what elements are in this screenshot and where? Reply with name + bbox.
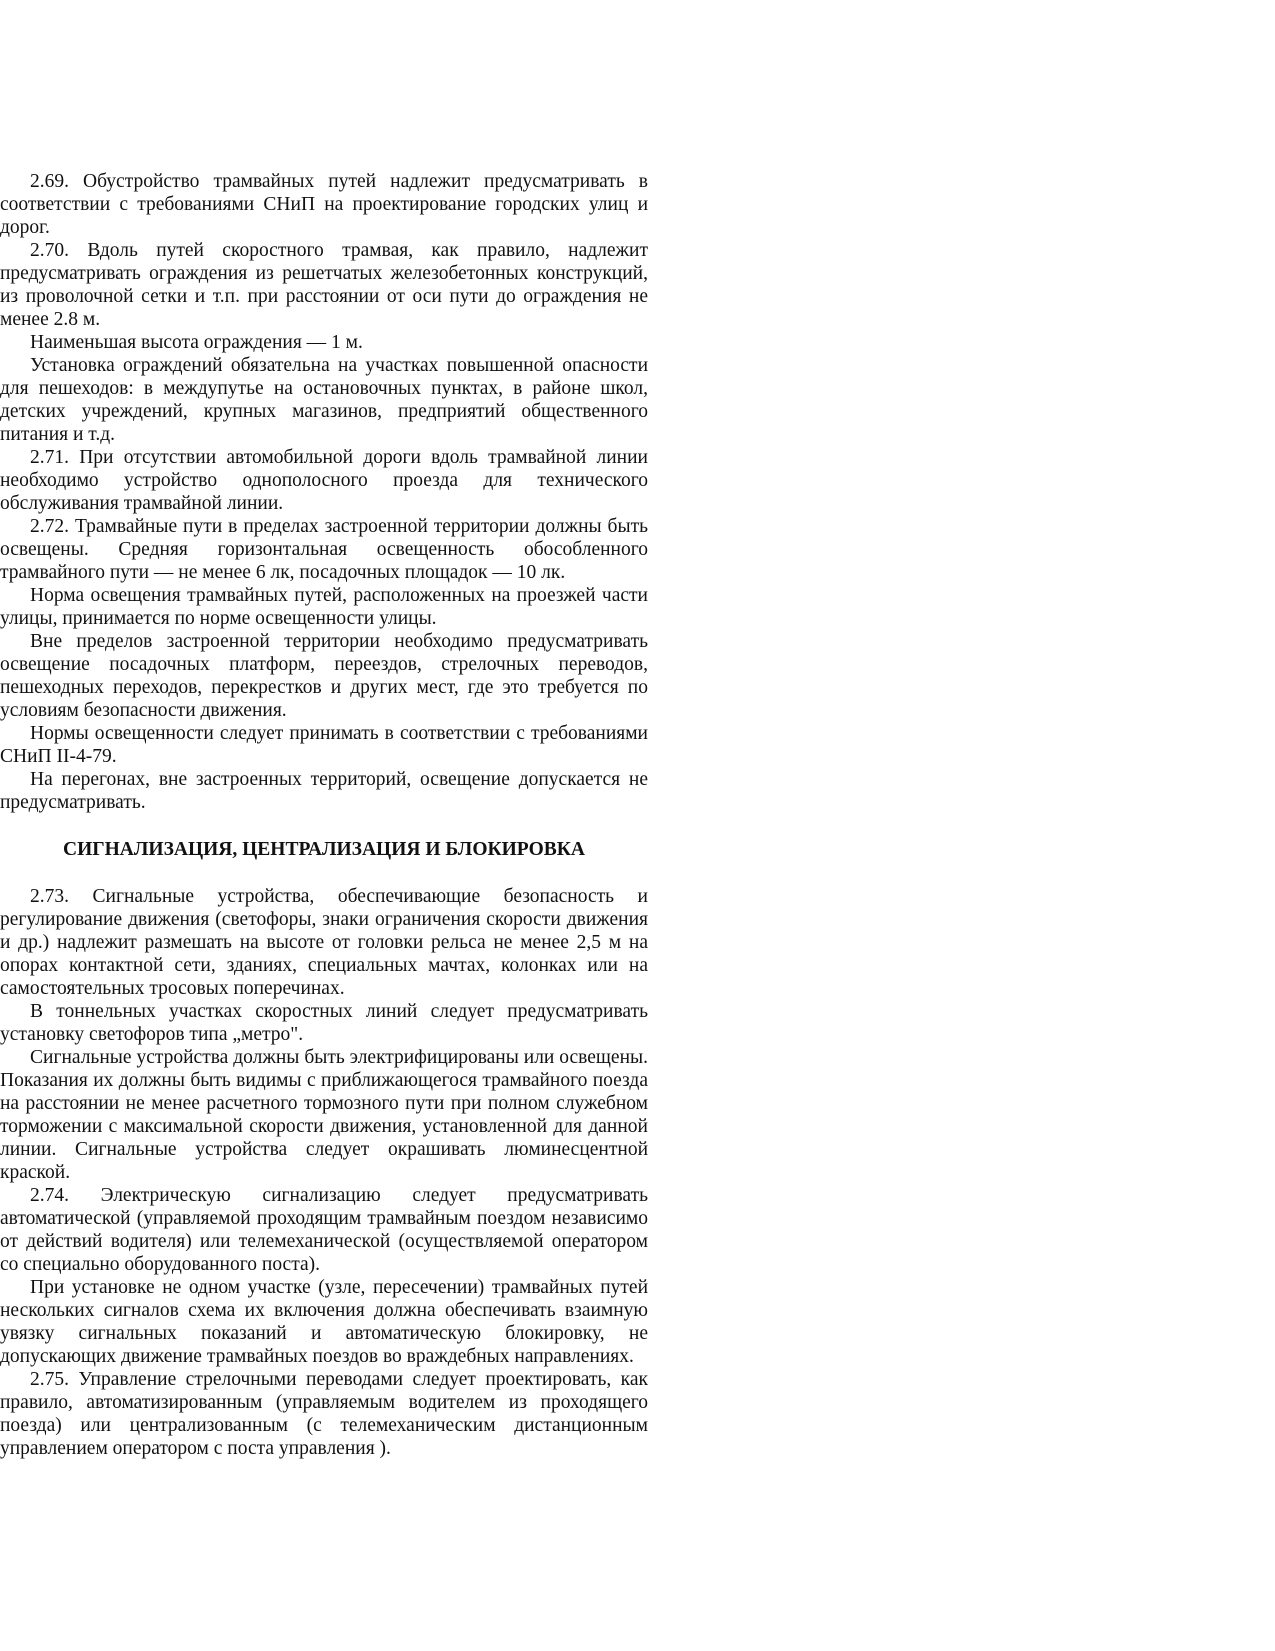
paragraph-signal-interlocking: При установке не одном участке (узле, пересечении) трамвайных путей нескольких сигналов схема их включения должна обеспечивать взаимную увязку сигнальных показаний и автоматическую блокировку, не допускающих движение трамвайных поездов во враждебных направлениях. — [0, 1277, 648, 1367]
paragraph-outside-territory-lighting: Вне пределов застроенной территории необходимо предусматривать освещение посадочных платформ, переездов, стрелочных переводов, пешеходных переходов, перекрестков и других мест, где это требуется по условиям безопасности движения. — [0, 631, 648, 721]
paragraph-2-70: 2.70. Вдоль путей скоростного трамвая, как правило, надлежит предусматривать ограждения из решетчатых железобетонных конструкций, из проволочной сетки и т.п. при расстоянии от оси пути до ограждения не менее 2.8 м. — [0, 240, 648, 330]
paragraph-hauls-lighting: На перегонах, вне застроенных территорий, освещение допускается не предусматривать. — [0, 769, 648, 813]
paragraph-tunnel-signals: В тоннельных участках скоростных линий следует предусматривать установку светофоров типа „метро". — [0, 1001, 648, 1045]
paragraph-2-72: 2.72. Трамвайные пути в пределах застроенной территории должны быть освещены. Средняя горизонтальная освещенность обособленного трамвайного пути — не менее 6 лк, посадочных площадок — 10 лк. — [0, 516, 648, 583]
paragraph-fence-installation: Установка ограждений обязательна на участках повышенной опасности для пешеходов: в междупутье на остановочных пунктах, в районе школ, детских учреждений, крупных магазинов, предприятий общественного питания и т.д. — [0, 355, 648, 445]
paragraph-2-71: 2.71. При отсутствии автомобильной дороги вдоль трамвайной линии необходимо устройство однополосного проезда для технического обслуживания трамвайной линии. — [0, 447, 648, 514]
section-heading: СИГНАЛИЗАЦИЯ, ЦЕНТРАЛИЗАЦИЯ И БЛОКИРОВКА — [62, 839, 585, 860]
paragraph-signal-visibility: Сигнальные устройства должны быть электрифицированы или освещены. Показания их должны быть видимы с приближающегося трамвайного поезда на расстоянии не менее расчетного тормозного пути при полном служебном торможении с максимальной скорости движения, установленной для данной линии. Сигнальные устройства следует окрашивать люминесцентной краской. — [0, 1047, 648, 1183]
paragraph-2-75: 2.75. Управление стрелочными переводами следует проектировать, как правило, автоматизированным (управляемым водителем из проходящего поезда) или централизованным (с телемеханическим дистанционным управлением оператором с поста управления ). — [0, 1369, 648, 1459]
paragraph-2-73: 2.73. Сигнальные устройства, обеспечивающие безопасность и регулирование движения (светофоры, знаки ограничения скорости движения и др.) надлежит размешать на высоте от головки рельса не менее 2,5 м на опорах контактной сети, зданиях, специальных мачтах, колонках или на самостоятельных тросовых поперечинах. — [0, 886, 648, 999]
paragraph-2-69: 2.69. Обустройство трамвайных путей надлежит предусматривать в соответствии с требованиями СНиП на проектирование городских улиц и дорог. — [0, 171, 648, 238]
paragraph-lighting-snip: Нормы освещенности следует принимать в соответствии с требованиями СНиП II-4-79. — [0, 723, 648, 767]
paragraph-fence-height: Наименьшая высота ограждения — 1 м. — [30, 332, 363, 353]
paragraph-lighting-norm: Норма освещения трамвайных путей, расположенных на проезжей части улицы, принимается по норме освещенности улицы. — [0, 585, 648, 629]
text-column — [0, 170, 648, 1460]
paragraph-2-74: 2.74. Электрическую сигнализацию следует предусматривать автоматической (управляемой проходящим трамвайным поездом независимо от действий водителя) или телемеханической (осуществляемой оператором со специально оборудованного поста). — [0, 1185, 648, 1275]
